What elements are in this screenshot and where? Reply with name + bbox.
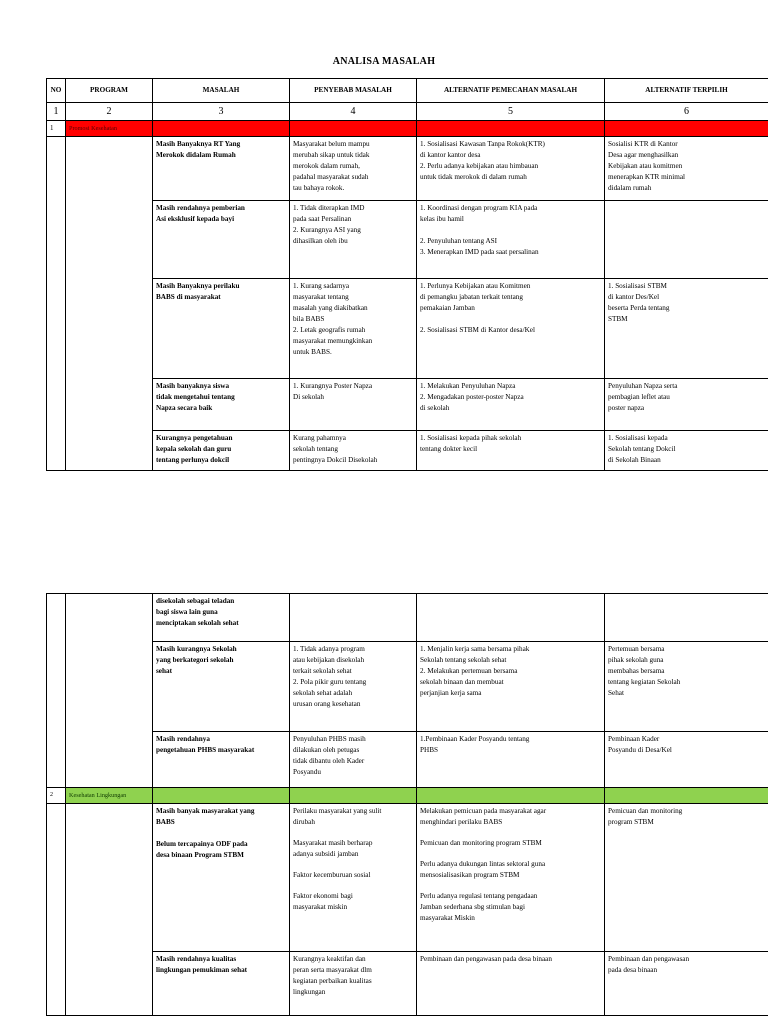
- header-masalah: MASALAH: [153, 79, 290, 103]
- cell-alternatif: 1. Sosialisasi Kawasan Tanpa Rokok(KTR) di kantor kantor desa 2. Perlu adanya kebijakan atau himbauan untuk tidak merokok di dalam rumah: [417, 137, 605, 201]
- cell-penyebab-group: [290, 804, 417, 952]
- cell-terpilih: Pemicuan dan monitoring program STBM: [605, 804, 768, 952]
- cause-item: Masyarakat masih berharap adanya subsidi jamban: [293, 839, 373, 858]
- cell-terpilih: Pembinaan dan pengawasan pada desa binaan: [605, 952, 768, 1016]
- cell-penyebab: 1. Tidak diterapkan IMD pada saat Persalinan 2. Kurangnya ASI yang dihasilkan oleh ibu: [290, 201, 417, 279]
- cause-item: Perilaku masyarakat yang sulit dirubah: [293, 807, 382, 826]
- cause-item: Faktor kecemburuan sosial: [293, 871, 371, 879]
- cell-masalah: Masih banyak masyarakat yang BABS Belum tercapainya ODF pada desa binaan Program STBM: [153, 804, 290, 952]
- solution-item: Perlu adanya dukungan lintas sektoral guna mensosialisasikan program STBM: [420, 860, 546, 879]
- cell-terpilih: Sosialisi KTR di Kantor Desa agar menghasilkan Kebijakan atau komitmen menerapkan KTR minimal didalam rumah: [605, 137, 768, 201]
- table-row: [47, 137, 768, 201]
- header-alternatif: ALTERNATIF PEMECAHAN MASALAH: [417, 79, 605, 103]
- solution-item: Pemicuan dan monitoring program STBM: [420, 839, 542, 847]
- cell-masalah: Masih rendahnya kualitas lingkungan pemukiman sehat: [153, 952, 290, 1016]
- cell-terpilih: Penyuluhan Napza serta pembagian leflet atau poster napza: [605, 379, 768, 431]
- section-number: 1: [47, 121, 66, 137]
- cell-masalah: Masih rendahnya pemberian Asi eksklusif kepada bayi: [153, 201, 290, 279]
- table-row: [47, 642, 768, 732]
- header-program: PROGRAM: [66, 79, 153, 103]
- cell-penyebab: Kurangnya keaktifan dan peran serta masyarakat dlm kegiatan perbaikan kualitas lingkungan: [290, 952, 417, 1016]
- column-number: 2: [66, 103, 153, 121]
- section-row-kesling: [47, 788, 768, 804]
- header-terpilih: ALTERNATIF TERPILIH: [605, 79, 768, 103]
- header-row: [47, 79, 768, 103]
- cell-alternatif: 1. Koordinasi dengan program KIA pada kelas ibu hamil 2. Penyuluhan tentang ASI 3. Menerapkan IMD pada saat persalinan: [417, 201, 605, 279]
- cell-terpilih: 1. Sosialisasi STBM di kantor Des/Kel beserta Perda tentang STBM: [605, 279, 768, 379]
- column-number: 5: [417, 103, 605, 121]
- section-number: 2: [47, 788, 66, 804]
- cell-alternatif: 1. Sosialisasi kepada pihak sekolah tentang dokter kecil: [417, 431, 605, 471]
- cell-terpilih: [605, 594, 768, 642]
- cell-penyebab: 1. Kurangnya Poster Napza Di sekolah: [290, 379, 417, 431]
- cell-penyebab: 1. Tidak adanya program atau kebijakan disekolah terkait sekolah sehat 2. Pola pikir guru tentang sekolah sehat adalah urusan orang kesehatan: [290, 642, 417, 732]
- cell-masalah: Kurangnya pengetahuan kepala sekolah dan guru tentang perlunya dokcil: [153, 431, 290, 471]
- cell-alternatif: 1. Melakukan Penyuluhan Napza 2. Mengadakan poster-poster Napza di sekolah: [417, 379, 605, 431]
- cell-terpilih: Pertemuan bersama pihak sekolah guna membahas bersama tentang kegiatan Sekolah Sehat: [605, 642, 768, 732]
- column-number: 6: [605, 103, 768, 121]
- section-program-name: Promosi Kesehatan: [66, 121, 153, 137]
- solution-item: Melakukan pemicuan pada masyarakat agar menghindari perilaku BABS: [420, 807, 547, 826]
- cell-penyebab: Kurang pahamnya sekolah tentang pentingnya Dokcil Disekolah: [290, 431, 417, 471]
- column-number-row: [47, 103, 768, 121]
- cell-alternatif-group: [417, 804, 605, 952]
- analysis-table-bottom: [46, 593, 768, 1016]
- cell-alternatif: 1. Perlunya Kebijakan atau Komitmen di pemangku jabatan terkait tentang pemakaian Jamban 2. Sosialisasi STBM di Kantor desa/Kel: [417, 279, 605, 379]
- table-row: [47, 279, 768, 379]
- table-row: [47, 804, 768, 952]
- column-number: 4: [290, 103, 417, 121]
- header-no: NO: [47, 79, 66, 103]
- cell-alternatif: 1.Pembinaan Kader Posyandu tentang PHBS: [417, 732, 605, 788]
- cell-alternatif: Pembinaan dan pengawasan pada desa binaan: [417, 952, 605, 1016]
- cell-penyebab: Penyuluhan PHBS masih dilakukan oleh petugas tidak dibantu oleh Kader Posyandu: [290, 732, 417, 788]
- cell-masalah: Masih Banyaknya perilaku BABS di masyarakat: [153, 279, 290, 379]
- cell-masalah: Masih kurangnya Sekolah yang berkategori sekolah sehat: [153, 642, 290, 732]
- analysis-table-top: [46, 78, 768, 471]
- cell-terpilih: Pembinaan Kader Posyandu di Desa/Kel: [605, 732, 768, 788]
- cell-alternatif: 1. Menjalin kerja sama bersama pihak Sekolah tentang sekolah sehat 2. Melakukan pertemuan bersama sekolah binaan dan membuat perjanjian kerja sama: [417, 642, 605, 732]
- table-row: [47, 952, 768, 1016]
- section-row-promosi: [47, 121, 768, 137]
- page-title: ANALISA MASALAH: [332, 56, 436, 67]
- cell-alternatif: [417, 594, 605, 642]
- table-row: [47, 732, 768, 788]
- column-number: 3: [153, 103, 290, 121]
- cell-penyebab: 1. Kurang sadarnya masyarakat tentang masalah yang diakibatkan bila BABS 2. Letak geografis rumah masyarakat memungkinkan untuk BABS.: [290, 279, 417, 379]
- table-row: [47, 379, 768, 431]
- cell-penyebab: Masyarakat belum mampu merubah sikap untuk tidak merokok dalam rumah, padahal masyarakat sudah tau bahaya rokok.: [290, 137, 417, 201]
- column-number: 1: [47, 103, 66, 121]
- section-program-name: Kesehatan Lingkungan: [66, 788, 153, 804]
- solution-item: Perlu adanya regulasi tentang pengadaan Jamban sederhana sbg stimulan bagi masyarakat Miskin: [420, 892, 538, 922]
- cell-penyebab: [290, 594, 417, 642]
- cell-terpilih: 1. Sosialisasi kepada Sekolah tentang Dokcil di Sekolah Binaan: [605, 431, 768, 471]
- header-penyebab: PENYEBAB MASALAH: [290, 79, 417, 103]
- table-row: [47, 431, 768, 471]
- cell-masalah: Masih Banyaknya RT Yang Merokok didalam Rumah: [153, 137, 290, 201]
- cell-masalah: Masih banyaknya siswa tidak mengetahui tentang Napza secara baik: [153, 379, 290, 431]
- cause-item: Faktor ekonomi bagi masyarakat miskin: [293, 892, 353, 911]
- table-row: [47, 201, 768, 279]
- cell-terpilih: [605, 201, 768, 279]
- cell-masalah: Masih rendahnya pengetahuan PHBS masyarakat: [153, 732, 290, 788]
- cell-masalah: disekolah sebagai teladan bagi siswa lain guna menciptakan sekolah sehat: [153, 594, 290, 642]
- table-row: [47, 594, 768, 642]
